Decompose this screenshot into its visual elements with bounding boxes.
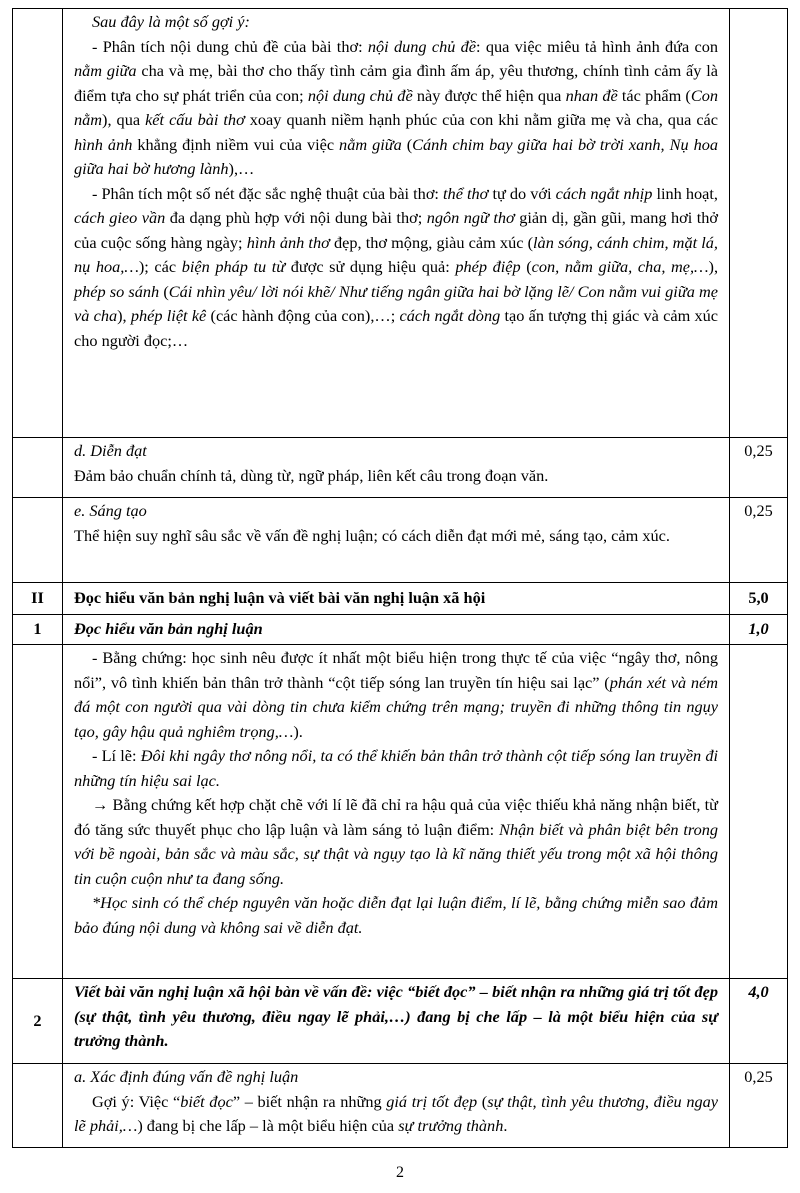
italic-text: giá trị tốt đẹp <box>386 1091 478 1111</box>
italic-text: sự trưởng thành <box>398 1116 504 1135</box>
text-run: ). <box>293 721 303 741</box>
text-run: - Phân tích một số nét đặc sắc nghệ thuật của bài thơ: <box>92 183 444 203</box>
text-run: đa dạng phù hợp với nội dung bài thơ; <box>165 208 427 227</box>
paragraph <box>74 182 718 354</box>
part-title <box>63 979 730 1064</box>
text-run: xoay quanh niềm hạnh phúc của con khi nằm giữa mẹ và cha, qua các <box>244 110 719 129</box>
intro-text: Sau đây là một số gợi ý: <box>92 12 250 31</box>
number-cell <box>13 438 63 498</box>
italic-text: con, nằm giữa, cha, mẹ,… <box>531 257 709 276</box>
text-run: ( <box>477 1091 488 1111</box>
content-cell <box>63 645 730 979</box>
score-cell <box>730 9 788 438</box>
criterion-label: a. Xác định đúng vấn đề nghị luận <box>74 1067 299 1086</box>
text-run: đẹp, thơ mộng, giàu cảm xúc ( <box>329 232 534 252</box>
part-title-text: Viết bài văn nghị luận xã hội bàn về vấn đề: việc “biết đọc” – biết nhận ra những giá trị tốt đẹp (sự thật, tình yêu thương, điều ngay lẽ phải,…) đang bị che lấp – là một biểu hiện của sự trưởng thành. <box>74 982 718 1050</box>
italic-text: sự thật, tình yêu thương, điều ngay lẽ phải,… <box>74 1091 719 1135</box>
italic-text: ngôn ngữ thơ <box>426 208 515 227</box>
italic-text: cách ngắt nhịp <box>555 183 653 203</box>
text-run: ” – biết nhận ra những <box>232 1091 387 1111</box>
text-run: linh hoạt, <box>652 183 718 203</box>
part-number: 2 <box>13 979 63 1064</box>
italic-text: nằm giữa <box>74 61 137 80</box>
grading-table <box>12 8 788 1148</box>
text-run: giản dị, gần gũi, mang hơi thở của cuộc sống hàng ngày; <box>74 208 718 252</box>
text-run: → Bằng chứng kết hợp chặt chẽ với lí lẽ đã chỉ ra hậu quả của việc thiếu khả năng nhận biết, từ đó tăng sức thuyết phục cho lập luận và làm sáng tỏ luận điểm: <box>74 795 718 839</box>
section-score: 5,0 <box>730 583 788 615</box>
text-run: - Lí lẽ: <box>92 746 141 765</box>
text-run: (các hành động của con),…; <box>206 306 400 325</box>
text-run: Gợi ý: Việc “ <box>92 1091 181 1111</box>
italic-text: Con nằm <box>74 85 719 129</box>
table-row <box>13 1064 788 1148</box>
content-cell <box>63 9 730 438</box>
page-number: 2 <box>396 1164 404 1181</box>
text-run: ),… <box>228 159 255 178</box>
section-title: Đọc hiểu văn bản nghị luận và viết bài văn nghị luận xã hội <box>63 583 730 615</box>
table-row <box>13 438 788 498</box>
number-cell <box>13 645 63 979</box>
italic-text: hình ảnh <box>74 134 133 154</box>
note-text: *Học sinh có thể chép nguyên văn hoặc diễn đạt lại luận điểm, lí lẽ, bằng chứng miễn sao đảm bảo đúng nội dung và không sai về diễn đạt. <box>74 893 718 937</box>
content-cell <box>63 438 730 498</box>
part-title: Đọc hiểu văn bản nghị luận <box>63 615 730 645</box>
score-cell: 0,25 <box>730 438 788 498</box>
italic-text: thể thơ <box>443 183 489 203</box>
part-number: 1 <box>13 615 63 645</box>
number-cell <box>13 9 63 438</box>
italic-text: hình ảnh thơ <box>246 232 330 252</box>
paragraph <box>74 1090 718 1139</box>
table-row <box>13 615 788 645</box>
part-score: 4,0 <box>730 979 788 1064</box>
content-cell <box>63 1064 730 1148</box>
criterion-text: Thể hiện suy nghĩ sâu sắc về vấn đề nghị luận; có cách diễn đạt mới mẻ, sáng tạo, cảm xúc. <box>74 525 670 545</box>
italic-text: làn sóng, cánh chim, mặt lá, nụ hoa,… <box>74 232 719 276</box>
text-run: tạo ấn tượng thị giác và cảm xúc cho người đọc;… <box>74 306 719 350</box>
table-row <box>13 645 788 979</box>
italic-text: Cái nhìn yêu/ lời nói khẽ/ Như tiếng ngân giữa hai bờ lặng lẽ/ Con nằm vui giữa mẹ và cha <box>74 281 718 325</box>
table-row <box>13 9 788 438</box>
score-cell: 0,25 <box>730 1064 788 1148</box>
paragraph <box>74 35 718 182</box>
text-run: ), qua <box>102 110 146 129</box>
paragraph <box>74 646 718 744</box>
text-run: này được thể hiện qua <box>412 85 566 105</box>
number-cell <box>13 498 63 583</box>
table-row <box>13 498 788 583</box>
text-run: cha và mẹ, bài thơ cho thấy tình cảm gia đình ấm áp, yêu thương, chính tình cảm ấy là điểm tựa cho sự phát triển của con; <box>74 61 718 105</box>
text-run: ( <box>520 257 532 276</box>
text-run: ( <box>401 134 413 154</box>
text-run: ) đang bị che lấp – là một biểu hiện của <box>137 1116 399 1135</box>
paragraph <box>74 744 718 793</box>
text-run: - Phân tích nội dung chủ đề của bài thơ: <box>92 36 368 56</box>
content-cell <box>63 498 730 583</box>
criterion-text: Đảm bảo chuẩn chính tả, dùng từ, ngữ pháp, liên kết câu trong đoạn văn. <box>74 465 549 485</box>
text-run: được sử dụng hiệu quả: <box>285 257 456 276</box>
section-number: II <box>13 583 63 615</box>
criterion-label: d. Diễn đạt <box>74 441 147 460</box>
italic-text: cách ngắt dòng <box>399 306 501 325</box>
table-row <box>13 583 788 615</box>
italic-text: nằm giữa <box>339 134 402 154</box>
text-run: tác phẩm ( <box>617 85 691 105</box>
text-run: ( <box>159 281 169 301</box>
italic-text: Nhận biết và phân biệt bên trong với bề ngoài, bản sắc và màu sắc, sự thật và ngụy tạo là kĩ năng thiết yếu trong một xã hội thông tin cuộn cuộn như ta đang sống. <box>74 819 718 888</box>
italic-text: phép liệt kê <box>130 306 207 325</box>
text-run: - Bằng chứng: học sinh nêu được ít nhất một biểu hiện trong thực tế của việc “ngây thơ, nông nổi”, vô tình khiến bản thân trở thành “cột tiếp sóng lan truyền tín hiệu sai lạc” ( <box>74 648 718 692</box>
text-run: khẳng định niềm vui của việc <box>132 134 340 154</box>
criterion-label: e. Sáng tạo <box>74 501 147 520</box>
text-run: ), <box>708 257 719 276</box>
text-run: : qua việc miêu tả hình ảnh đứa con <box>476 36 719 56</box>
italic-text: phép so sánh <box>74 281 160 301</box>
italic-text: biết đọc <box>180 1091 233 1111</box>
score-cell <box>730 645 788 979</box>
text-run: ), <box>117 306 131 325</box>
italic-text: phép điệp <box>455 257 521 276</box>
score-cell: 0,25 <box>730 498 788 583</box>
paragraph <box>74 793 718 891</box>
italic-text: nhan đề <box>565 85 618 105</box>
italic-text: Đôi khi ngây thơ nông nổi, ta có thể khiến bản thân trở thành cột tiếp sóng lan truyền đi những tín hiệu sai lạc. <box>74 746 718 790</box>
italic-text: phán xét và ném đá một con người qua vài dòng tin chưa kiểm chứng trên mạng; truyền đi những thông tin ngụy tạo, gây hậu quả nghiêm trọng,… <box>74 672 719 741</box>
italic-text: kết cấu bài thơ <box>145 110 245 129</box>
number-cell <box>13 1064 63 1148</box>
italic-text: nội dung chủ đề <box>367 36 477 56</box>
text-run: tự do với <box>488 183 556 203</box>
italic-text: Cánh chim bay giữa hai bờ trời xanh, Nụ hoa giữa hai bờ hương lành <box>74 134 718 178</box>
text-run: . <box>503 1116 508 1135</box>
italic-text: biện pháp tu từ <box>181 257 286 276</box>
text-run: ); các <box>138 257 182 276</box>
part-score: 1,0 <box>730 615 788 645</box>
italic-text: cách gieo vần <box>74 208 166 227</box>
italic-text: nội dung chủ đề <box>307 85 413 105</box>
table-row <box>13 979 788 1064</box>
